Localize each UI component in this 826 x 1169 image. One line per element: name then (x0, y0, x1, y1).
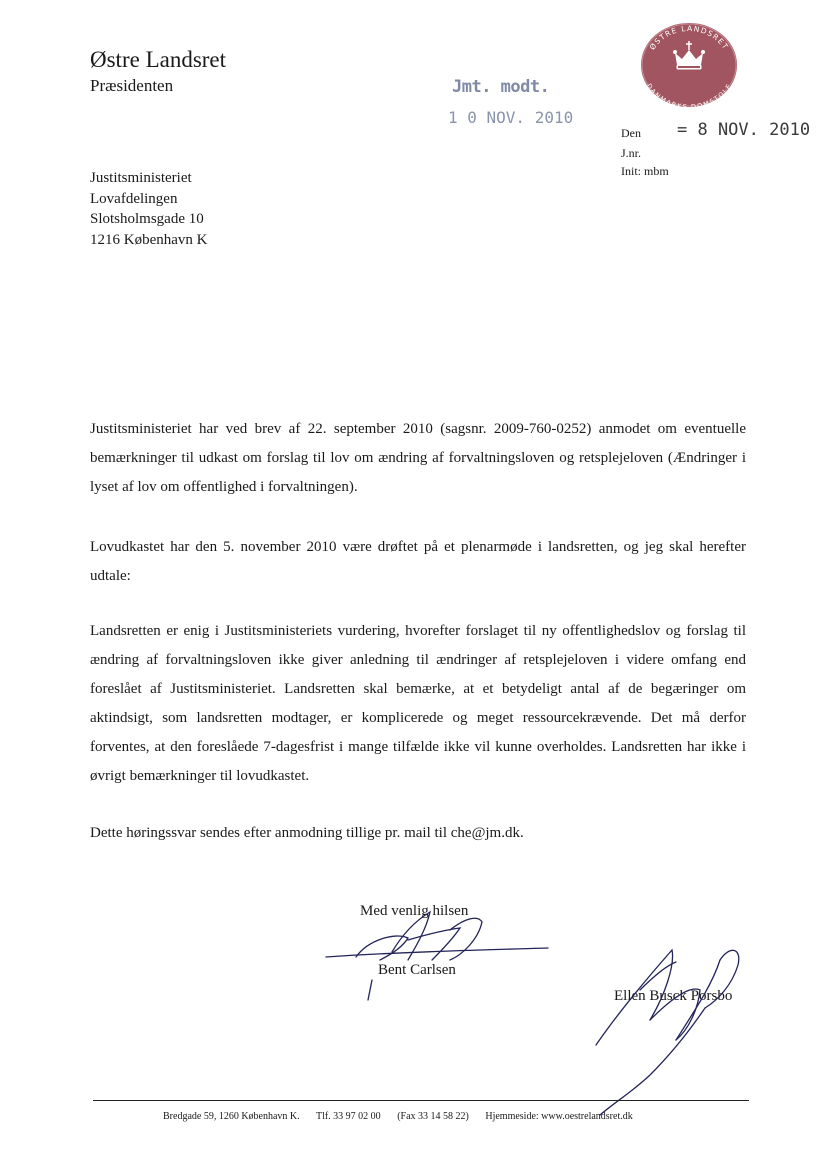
initials-label: Init: mbm (621, 164, 669, 178)
body-paragraph: Lovudkastet har den 5. november 2010 være drøftet på et plenarmøde i landsretten, og jeg skal herefter udtale: (90, 539, 746, 584)
footer-address: Bredgade 59, 1260 København K. (163, 1111, 300, 1122)
body-paragraph: Landsretten er enig i Justitsministeriets vurdering, hvorefter forslaget til ny offentlighedslov og forslag til ændring af forvaltningsloven ikke giver anledning til ændringer af retsplejeloven i videre omfang end foreslået af Justitsministeriet. Landsretten skal bemærke, at et betydeligt antal af de begæringer om aktindsigt, som landsretten modtager, er komplicerede og meget ressourcekrævende. Det må derfor forventes, at den foreslåede 7-dagesfrist i mange tilfælde ikke vil kunne overholdes. Landsretten har ikke i øvrigt bemærkninger til lovudkastet. (90, 623, 746, 784)
footer-phone: Tlf. 33 97 02 00 (315, 1111, 381, 1122)
footer (163, 1111, 647, 1122)
department-name: Præsidenten (90, 76, 174, 95)
footer-fax: (Fax 33 14 58 22) (397, 1111, 469, 1122)
received-stamp-date: 1 0 NOV. 2010 (448, 108, 574, 127)
date-stamp: = 8 NOV. 2010 (677, 120, 811, 140)
journal-number-label: J.nr. (621, 146, 642, 160)
footer-website: Hjemmeside: www.oestrelandsret.dk (485, 1111, 633, 1122)
court-seal-icon (633, 15, 745, 113)
date-label: Den (621, 126, 641, 140)
received-stamp-label: Jmt. modt. (452, 77, 550, 97)
recipient-line: Justitsministeriet (90, 170, 192, 186)
signer-name: Bent Carlsen (378, 962, 456, 978)
signature-ellen-busck-porsbo (596, 950, 739, 1115)
footer-divider (93, 1100, 749, 1101)
recipient-line: 1216 København K (90, 231, 208, 248)
signer-name: Ellen Busck Porsbo (614, 988, 733, 1004)
recipient-line: Slotsholmsgade 10 (90, 211, 204, 227)
svg-text:DANMARKS DOMSTOLE: DANMARKS DOMSTOLE (644, 82, 734, 112)
recipient-address (90, 168, 207, 250)
court-name: Østre Landsret (90, 47, 227, 72)
svg-text:ØSTRE LANDSRET: ØSTRE LANDSRET (647, 23, 731, 52)
body-paragraph: Dette høringssvar sendes efter anmodning tillige pr. mail til che@jm.dk. (90, 825, 524, 841)
body-paragraph: Justitsministeriet har ved brev af 22. september 2010 (sagsnr. 2009-760-0252) anmodet om eventuelle bemærkninger til udkast om forslag til lov om ændring af forvaltningsloven og retsplejeloven (Ændringer i lyset af lov om offentlighed i forvaltningen). (90, 421, 746, 495)
signature-bent-carlsen (326, 912, 548, 1000)
closing-greeting: Med venlig hilsen (360, 903, 469, 919)
court-seal (633, 15, 745, 118)
recipient-line: Lovafdelingen (90, 190, 178, 207)
